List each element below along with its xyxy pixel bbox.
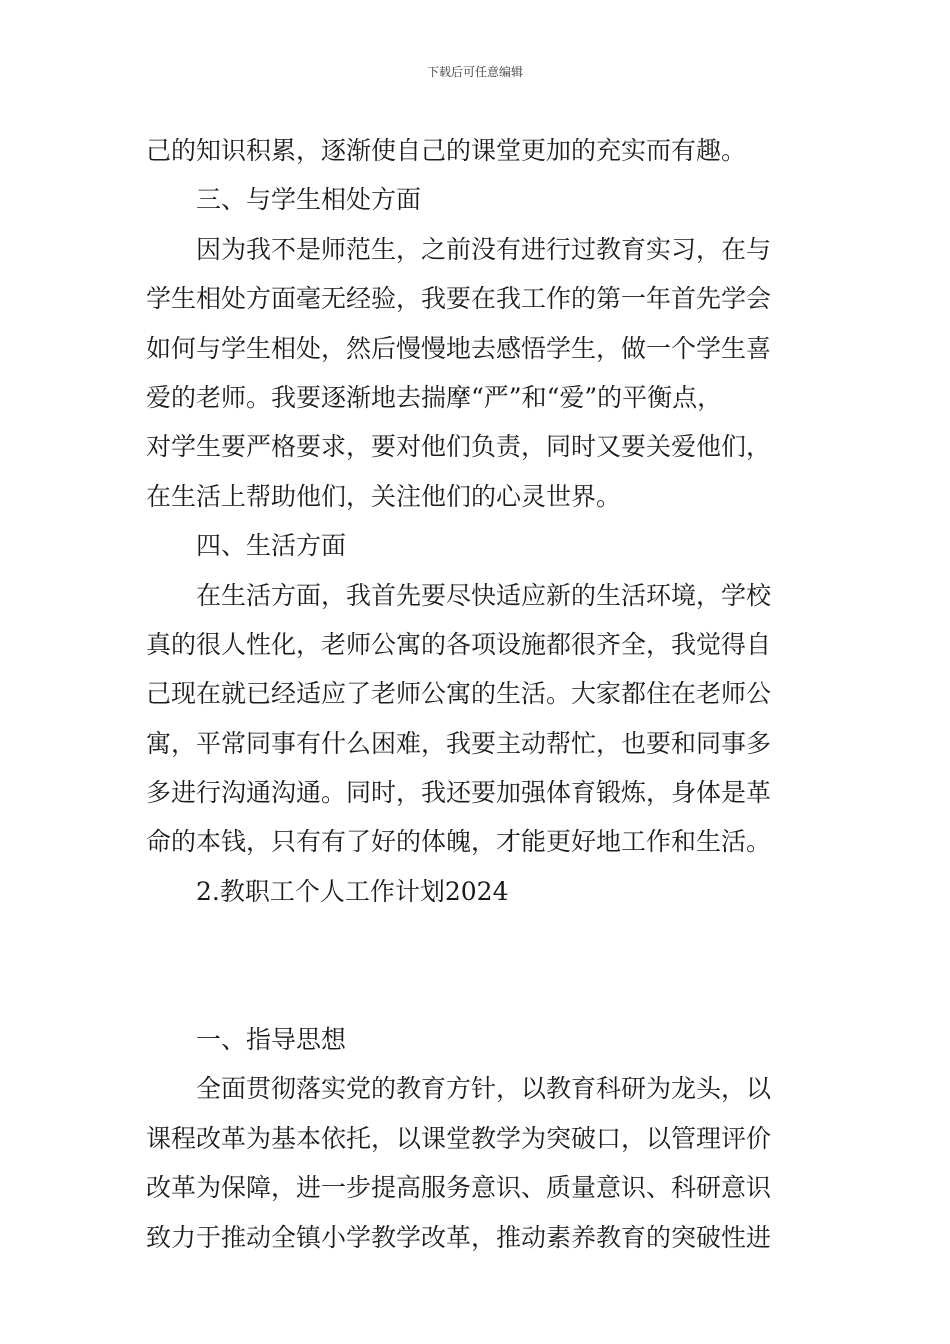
paragraph-line: 己的知识积累，逐渐使自己的课堂更加的充实而有趣。 [146, 136, 747, 165]
paragraph-line: 真的很人性化，老师公寓的各项设施都很齐全，我觉得自 [146, 629, 772, 659]
blank-spacer [146, 916, 810, 1015]
paragraph-line: 多进行沟通沟通。同时，我还要加强体育锻炼，身体是革 [146, 778, 772, 808]
paragraph-line: 改革为保障，进一步提高服务意识、质量意识、科研意识 [146, 1173, 772, 1203]
paragraph-line: 命的本钱，只有有了好的体魄，才能更好地工作和生活。 [146, 827, 772, 857]
paragraph-line: 因为我不是师范生，之前没有进行过教育实习，在与 [196, 234, 772, 264]
paragraph-line: 对学生要严格要求，要对他们负责，同时又要关爱他们， [146, 432, 772, 462]
paragraph-line: 爱的老师。我要逐渐地去揣摩“严”和“爱”的平衡点， [146, 382, 723, 412]
section-heading-life: 四、生活方面 [196, 531, 347, 561]
paragraph-line: 致力于推动全镇小学教学改革，推动素养教育的突破性进 [146, 1222, 772, 1252]
paragraph-line: 如何与学生相处，然后慢慢地去感悟学生，做一个学生喜 [146, 333, 772, 363]
paragraph-line: 在生活上帮助他们，关注他们的心灵世界。 [146, 481, 622, 511]
paragraph-line: 课程改革为基本依托，以课堂教学为突破口，以管理评价 [146, 1123, 772, 1153]
paragraph-line: 学生相处方面毫无经验，我要在我工作的第一年首先学会 [146, 284, 772, 314]
paragraph-line: 全面贯彻落实党的教育方针，以教育科研为龙头，以 [196, 1074, 772, 1104]
paragraph-line: 己现在就已经适应了老师公寓的生活。大家都住在老师公 [146, 679, 772, 709]
document-subtitle: 2.教职工个人工作计划2024 [196, 876, 509, 906]
section-heading-guiding-ideology: 一、指导思想 [196, 1025, 347, 1055]
paragraph-line: 在生活方面，我首先要尽快适应新的生活环境，学校 [196, 580, 772, 610]
paragraph-line: 寓，平常同事有什么困难，我要主动帮忙，也要和同事多 [146, 728, 772, 758]
section-heading-students: 三、与学生相处方面 [196, 185, 422, 215]
page-header-note: 下载后可任意编辑 [426, 65, 523, 79]
document-body [146, 126, 810, 1262]
